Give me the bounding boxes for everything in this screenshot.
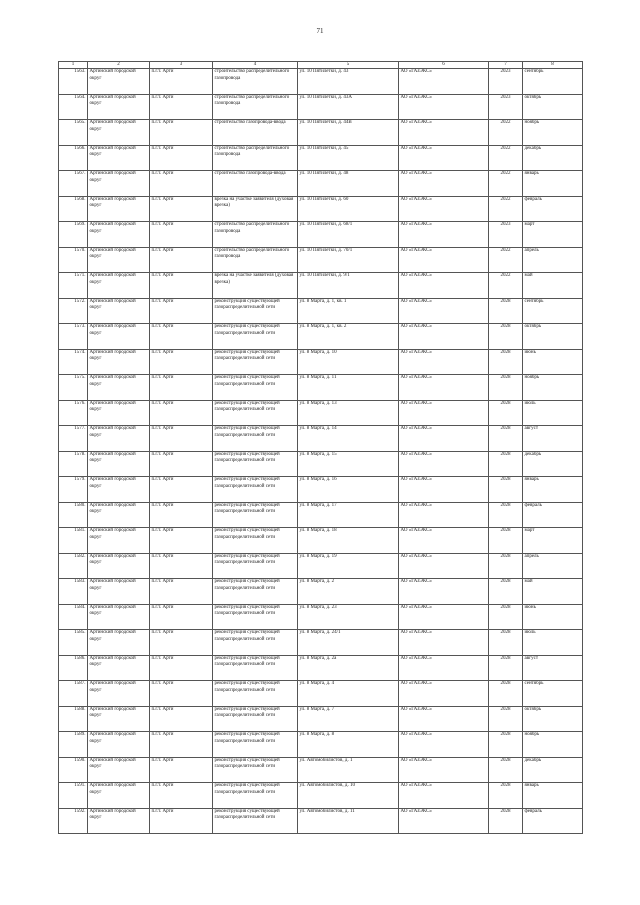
table-row bbox=[59, 349, 583, 375]
address-cell: ул. 8 Марта, д. 10 bbox=[298, 349, 399, 375]
work-type-cell: реконструкция существующей газораспределительной сети bbox=[213, 349, 298, 375]
table-row bbox=[59, 426, 583, 452]
table-row bbox=[59, 375, 583, 401]
month-cell: ноябрь bbox=[523, 120, 583, 146]
table-row bbox=[59, 808, 583, 834]
settlement-cell: п.г.т. Арти bbox=[150, 451, 213, 477]
row-number-cell: 1567. bbox=[59, 171, 88, 197]
month-cell: май bbox=[523, 273, 583, 299]
settlement-cell: п.г.т. Арти bbox=[150, 375, 213, 401]
column-header: 4 bbox=[213, 62, 298, 69]
address-cell: ул. 10 Пятилетки, д. 60 bbox=[298, 196, 399, 222]
page-number: 71 bbox=[316, 27, 324, 35]
address-cell: ул. 8 Марта, д. 4 bbox=[298, 681, 399, 707]
row-number-cell: 1565. bbox=[59, 120, 88, 146]
month-cell: март bbox=[523, 528, 583, 554]
district-cell: Артинский городской округ bbox=[88, 732, 150, 758]
work-type-cell: реконструкция существующей газораспределительной сети bbox=[213, 655, 298, 681]
address-cell: ул. Автомобилистов, д. 11 bbox=[298, 808, 399, 834]
work-type-cell: реконструкция существующей газораспределительной сети bbox=[213, 732, 298, 758]
table-row bbox=[59, 502, 583, 528]
month-cell: октябрь bbox=[523, 706, 583, 732]
district-cell: Артинский городской округ bbox=[88, 477, 150, 503]
row-number-cell: 1592. bbox=[59, 808, 88, 834]
month-cell: сентябрь bbox=[523, 69, 583, 95]
month-cell: ноябрь bbox=[523, 375, 583, 401]
district-cell: Артинский городской округ bbox=[88, 400, 150, 426]
organization-cell: АО «ГАЗЭКС» bbox=[399, 273, 489, 299]
month-cell: декабрь bbox=[523, 451, 583, 477]
address-cell: ул. 8 Марта, д. 8 bbox=[298, 732, 399, 758]
work-type-cell: реконструкция существующей газораспределительной сети bbox=[213, 630, 298, 656]
district-cell: Артинский городской округ bbox=[88, 247, 150, 273]
month-cell: февраль bbox=[523, 196, 583, 222]
month-cell: июль bbox=[523, 400, 583, 426]
month-cell: октябрь bbox=[523, 324, 583, 350]
month-cell: ноябрь bbox=[523, 732, 583, 758]
district-cell: Артинский городской округ bbox=[88, 273, 150, 299]
settlement-cell: п.г.т. Арти bbox=[150, 732, 213, 758]
district-cell: Артинский городской округ bbox=[88, 451, 150, 477]
table-row bbox=[59, 630, 583, 656]
settlement-cell: п.г.т. Арти bbox=[150, 757, 213, 783]
settlement-cell: п.г.т. Арти bbox=[150, 655, 213, 681]
address-cell: ул. 8 Марта, д. 18 bbox=[298, 528, 399, 554]
month-cell: сентябрь bbox=[523, 681, 583, 707]
work-type-cell: реконструкция существующей газораспределительной сети bbox=[213, 604, 298, 630]
year-cell: 2022 bbox=[489, 145, 523, 171]
year-cell: 2028 bbox=[489, 528, 523, 554]
work-type-cell: реконструкция существующей газораспределительной сети bbox=[213, 502, 298, 528]
year-cell: 2022 bbox=[489, 120, 523, 146]
organization-cell: АО «ГАЗЭКС» bbox=[399, 247, 489, 273]
month-cell: август bbox=[523, 655, 583, 681]
year-cell: 2028 bbox=[489, 732, 523, 758]
year-cell: 2022 bbox=[489, 171, 523, 197]
year-cell: 2028 bbox=[489, 426, 523, 452]
organization-cell: АО «ГАЗЭКС» bbox=[399, 706, 489, 732]
work-type-cell: реконструкция существующей газораспределительной сети bbox=[213, 528, 298, 554]
month-cell: февраль bbox=[523, 808, 583, 834]
district-cell: Артинский городской округ bbox=[88, 630, 150, 656]
district-cell: Артинский городской округ bbox=[88, 502, 150, 528]
district-cell: Артинский городской округ bbox=[88, 196, 150, 222]
row-number-cell: 1576. bbox=[59, 400, 88, 426]
settlement-cell: п.г.т. Арти bbox=[150, 145, 213, 171]
organization-cell: АО «ГАЗЭКС» bbox=[399, 298, 489, 324]
row-number-cell: 1590. bbox=[59, 757, 88, 783]
organization-cell: АО «ГАЗЭКС» bbox=[399, 451, 489, 477]
row-number-cell: 1589. bbox=[59, 732, 88, 758]
district-cell: Артинский городской округ bbox=[88, 69, 150, 95]
column-header: 3 bbox=[150, 62, 213, 69]
column-header: 5 bbox=[298, 62, 399, 69]
organization-cell: АО «ГАЗЭКС» bbox=[399, 757, 489, 783]
row-number-cell: 1586. bbox=[59, 655, 88, 681]
row-number-cell: 1582. bbox=[59, 553, 88, 579]
row-number-cell: 1575. bbox=[59, 375, 88, 401]
year-cell: 2028 bbox=[489, 553, 523, 579]
organization-cell: АО «ГАЗЭКС» bbox=[399, 579, 489, 605]
work-type-cell: реконструкция существующей газораспределительной сети bbox=[213, 553, 298, 579]
organization-cell: АО «ГАЗЭКС» bbox=[399, 477, 489, 503]
district-cell: Артинский городской округ bbox=[88, 528, 150, 554]
address-cell: ул. 8 Марта, д. 16 bbox=[298, 477, 399, 503]
year-cell: 2028 bbox=[489, 706, 523, 732]
work-type-cell: врезка на участке заявителя (духовая врезка) bbox=[213, 196, 298, 222]
organization-cell: АО «ГАЗЭКС» bbox=[399, 222, 489, 248]
organization-cell: АО «ГАЗЭКС» bbox=[399, 528, 489, 554]
month-cell: сентябрь bbox=[523, 298, 583, 324]
month-cell: август bbox=[523, 426, 583, 452]
column-header: 8 bbox=[523, 62, 583, 69]
district-cell: Артинский городской округ bbox=[88, 757, 150, 783]
organization-cell: АО «ГАЗЭКС» bbox=[399, 69, 489, 95]
month-cell: январь bbox=[523, 783, 583, 809]
organization-cell: АО «ГАЗЭКС» bbox=[399, 375, 489, 401]
table-row bbox=[59, 604, 583, 630]
work-type-cell: реконструкция существующей газораспределительной сети bbox=[213, 400, 298, 426]
work-type-cell: реконструкция существующей газораспределительной сети bbox=[213, 375, 298, 401]
row-number-cell: 1585. bbox=[59, 630, 88, 656]
district-cell: Артинский городской округ bbox=[88, 706, 150, 732]
row-number-cell: 1574. bbox=[59, 349, 88, 375]
district-cell: Артинский городской округ bbox=[88, 349, 150, 375]
table-row bbox=[59, 400, 583, 426]
work-type-cell: реконструкция существующей газораспределительной сети bbox=[213, 808, 298, 834]
settlement-cell: п.г.т. Арти bbox=[150, 528, 213, 554]
table-row bbox=[59, 324, 583, 350]
address-cell: ул. 10 Пятилетки, д. 45 bbox=[298, 145, 399, 171]
table-row bbox=[59, 273, 583, 299]
address-cell: ул. 8 Марта, д. 15 bbox=[298, 451, 399, 477]
district-cell: Артинский городской округ bbox=[88, 604, 150, 630]
settlement-cell: п.г.т. Арти bbox=[150, 426, 213, 452]
work-type-cell: строительство распределительного газопровода bbox=[213, 94, 298, 120]
settlement-cell: п.г.т. Арти bbox=[150, 69, 213, 95]
year-cell: 2028 bbox=[489, 783, 523, 809]
address-cell: ул. 10 Пятилетки, д. 43 bbox=[298, 69, 399, 95]
work-type-cell: строительство распределительного газопровода bbox=[213, 69, 298, 95]
table-row bbox=[59, 706, 583, 732]
organization-cell: АО «ГАЗЭКС» bbox=[399, 196, 489, 222]
column-header: 2 bbox=[88, 62, 150, 69]
settlement-cell: п.г.т. Арти bbox=[150, 706, 213, 732]
address-cell: ул. 8 Марта, д. 1, кв. 1 bbox=[298, 298, 399, 324]
year-cell: 2028 bbox=[489, 630, 523, 656]
work-type-cell: строительство распределительного газопровода bbox=[213, 247, 298, 273]
table-row bbox=[59, 298, 583, 324]
year-cell: 2028 bbox=[489, 400, 523, 426]
address-cell: ул. 8 Марта, д. 23 bbox=[298, 604, 399, 630]
row-number-cell: 1569. bbox=[59, 222, 88, 248]
row-number-cell: 1568. bbox=[59, 196, 88, 222]
organization-cell: АО «ГАЗЭКС» bbox=[399, 681, 489, 707]
table-row bbox=[59, 120, 583, 146]
year-cell: 2022 bbox=[489, 247, 523, 273]
district-cell: Артинский городской округ bbox=[88, 171, 150, 197]
month-cell: декабрь bbox=[523, 145, 583, 171]
address-cell: ул. 10 Пятилетки, д. 9/1 bbox=[298, 273, 399, 299]
table-row bbox=[59, 579, 583, 605]
organization-cell: АО «ГАЗЭКС» bbox=[399, 120, 489, 146]
organization-cell: АО «ГАЗЭКС» bbox=[399, 732, 489, 758]
month-cell: январь bbox=[523, 477, 583, 503]
organization-cell: АО «ГАЗЭКС» bbox=[399, 171, 489, 197]
settlement-cell: п.г.т. Арти bbox=[150, 324, 213, 350]
address-cell: ул. 10 Пятилетки, д. 68/1 bbox=[298, 222, 399, 248]
table-row bbox=[59, 528, 583, 554]
district-cell: Артинский городской округ bbox=[88, 145, 150, 171]
work-type-cell: строительство распределительного газопровода bbox=[213, 222, 298, 248]
row-number-cell: 1591. bbox=[59, 783, 88, 809]
work-type-cell: врезка на участке заявителя (духовая врезка) bbox=[213, 273, 298, 299]
district-cell: Артинский городской округ bbox=[88, 94, 150, 120]
year-cell: 2028 bbox=[489, 579, 523, 605]
month-cell: март bbox=[523, 222, 583, 248]
organization-cell: АО «ГАЗЭКС» bbox=[399, 630, 489, 656]
address-cell: ул. 10 Пятилетки, д. 43А bbox=[298, 94, 399, 120]
year-cell: 2022 bbox=[489, 273, 523, 299]
row-number-cell: 1564. bbox=[59, 94, 88, 120]
district-cell: Артинский городской округ bbox=[88, 655, 150, 681]
settlement-cell: п.г.т. Арти bbox=[150, 171, 213, 197]
organization-cell: АО «ГАЗЭКС» bbox=[399, 655, 489, 681]
gasification-schedule-table bbox=[58, 61, 583, 834]
district-cell: Артинский городской округ bbox=[88, 579, 150, 605]
address-cell: ул. Автомобилистов, д. 10 bbox=[298, 783, 399, 809]
row-number-cell: 1588. bbox=[59, 706, 88, 732]
organization-cell: АО «ГАЗЭКС» bbox=[399, 349, 489, 375]
year-cell: 2028 bbox=[489, 375, 523, 401]
year-cell: 2028 bbox=[489, 324, 523, 350]
month-cell: январь bbox=[523, 171, 583, 197]
month-cell: июнь bbox=[523, 604, 583, 630]
year-cell: 2028 bbox=[489, 451, 523, 477]
work-type-cell: реконструкция существующей газораспределительной сети bbox=[213, 324, 298, 350]
column-header: 6 bbox=[399, 62, 489, 69]
row-number-cell: 1573. bbox=[59, 324, 88, 350]
district-cell: Артинский городской округ bbox=[88, 808, 150, 834]
settlement-cell: п.г.т. Арти bbox=[150, 681, 213, 707]
district-cell: Артинский городской округ bbox=[88, 553, 150, 579]
work-type-cell: реконструкция существующей газораспределительной сети bbox=[213, 681, 298, 707]
district-cell: Артинский городской округ bbox=[88, 120, 150, 146]
address-cell: ул. 8 Марта, д. 11 bbox=[298, 375, 399, 401]
column-header: 1 bbox=[59, 62, 88, 69]
address-cell: ул. 10 Пятилетки, д. 70/1 bbox=[298, 247, 399, 273]
settlement-cell: п.г.т. Арти bbox=[150, 94, 213, 120]
settlement-cell: п.г.т. Арти bbox=[150, 808, 213, 834]
month-cell: май bbox=[523, 579, 583, 605]
settlement-cell: п.г.т. Арти bbox=[150, 579, 213, 605]
row-number-cell: 1579. bbox=[59, 477, 88, 503]
settlement-cell: п.г.т. Арти bbox=[150, 273, 213, 299]
row-number-cell: 1580. bbox=[59, 502, 88, 528]
settlement-cell: п.г.т. Арти bbox=[150, 604, 213, 630]
address-cell: ул. 8 Марта, д. 14 bbox=[298, 426, 399, 452]
district-cell: Артинский городской округ bbox=[88, 222, 150, 248]
year-cell: 2028 bbox=[489, 349, 523, 375]
settlement-cell: п.г.т. Арти bbox=[150, 553, 213, 579]
table-row bbox=[59, 451, 583, 477]
district-cell: Артинский городской округ bbox=[88, 298, 150, 324]
table-row bbox=[59, 553, 583, 579]
address-cell: ул. 8 Марта, д. 13 bbox=[298, 400, 399, 426]
settlement-cell: п.г.т. Арти bbox=[150, 630, 213, 656]
month-cell: июнь bbox=[523, 349, 583, 375]
row-number-cell: 1583. bbox=[59, 579, 88, 605]
year-cell: 2028 bbox=[489, 681, 523, 707]
address-cell: ул. 10 Пятилетки, д. 48 bbox=[298, 171, 399, 197]
district-cell: Артинский городской округ bbox=[88, 783, 150, 809]
year-cell: 2023 bbox=[489, 222, 523, 248]
row-number-cell: 1578. bbox=[59, 451, 88, 477]
organization-cell: АО «ГАЗЭКС» bbox=[399, 808, 489, 834]
address-cell: ул. 8 Марта, д. 19 bbox=[298, 553, 399, 579]
table-row bbox=[59, 145, 583, 171]
year-cell: 2028 bbox=[489, 502, 523, 528]
organization-cell: АО «ГАЗЭКС» bbox=[399, 604, 489, 630]
year-cell: 2023 bbox=[489, 69, 523, 95]
district-cell: Артинский городской округ bbox=[88, 681, 150, 707]
settlement-cell: п.г.т. Арти bbox=[150, 477, 213, 503]
organization-cell: АО «ГАЗЭКС» bbox=[399, 502, 489, 528]
settlement-cell: п.г.т. Арти bbox=[150, 349, 213, 375]
organization-cell: АО «ГАЗЭКС» bbox=[399, 783, 489, 809]
organization-cell: АО «ГАЗЭКС» bbox=[399, 400, 489, 426]
table-row bbox=[59, 222, 583, 248]
table-row bbox=[59, 681, 583, 707]
column-number-row bbox=[59, 62, 583, 69]
work-type-cell: реконструкция существующей газораспределительной сети bbox=[213, 298, 298, 324]
table-row bbox=[59, 69, 583, 95]
month-cell: апрель bbox=[523, 553, 583, 579]
table-row bbox=[59, 171, 583, 197]
settlement-cell: п.г.т. Арти bbox=[150, 247, 213, 273]
row-number-cell: 1566. bbox=[59, 145, 88, 171]
work-type-cell: строительство газопровода-ввода bbox=[213, 120, 298, 146]
table-row bbox=[59, 732, 583, 758]
table-row bbox=[59, 247, 583, 273]
address-cell: ул. 10 Пятилетки, д. 44В bbox=[298, 120, 399, 146]
work-type-cell: реконструкция существующей газораспределительной сети bbox=[213, 783, 298, 809]
year-cell: 2022 bbox=[489, 196, 523, 222]
year-cell: 2028 bbox=[489, 477, 523, 503]
table-row bbox=[59, 94, 583, 120]
address-cell: ул. 8 Марта, д. 24/1 bbox=[298, 630, 399, 656]
settlement-cell: п.г.т. Арти bbox=[150, 120, 213, 146]
settlement-cell: п.г.т. Арти bbox=[150, 298, 213, 324]
work-type-cell: реконструкция существующей газораспределительной сети bbox=[213, 426, 298, 452]
row-number-cell: 1581. bbox=[59, 528, 88, 554]
year-cell: 2028 bbox=[489, 655, 523, 681]
district-cell: Артинский городской округ bbox=[88, 426, 150, 452]
row-number-cell: 1587. bbox=[59, 681, 88, 707]
organization-cell: АО «ГАЗЭКС» bbox=[399, 324, 489, 350]
year-cell: 2028 bbox=[489, 298, 523, 324]
table-row bbox=[59, 757, 583, 783]
row-number-cell: 1570. bbox=[59, 247, 88, 273]
work-type-cell: строительство распределительного газопровода bbox=[213, 145, 298, 171]
row-number-cell: 1571. bbox=[59, 273, 88, 299]
work-type-cell: реконструкция существующей газораспределительной сети bbox=[213, 579, 298, 605]
organization-cell: АО «ГАЗЭКС» bbox=[399, 145, 489, 171]
settlement-cell: п.г.т. Арти bbox=[150, 222, 213, 248]
row-number-cell: 1577. bbox=[59, 426, 88, 452]
district-cell: Артинский городской округ bbox=[88, 324, 150, 350]
month-cell: апрель bbox=[523, 247, 583, 273]
table-row bbox=[59, 477, 583, 503]
settlement-cell: п.г.т. Арти bbox=[150, 196, 213, 222]
address-cell: ул. 8 Марта, д. 2 bbox=[298, 579, 399, 605]
year-cell: 2028 bbox=[489, 757, 523, 783]
row-number-cell: 1572. bbox=[59, 298, 88, 324]
address-cell: ул. 8 Марта, д. 2а bbox=[298, 655, 399, 681]
settlement-cell: п.г.т. Арти bbox=[150, 502, 213, 528]
table-row bbox=[59, 783, 583, 809]
month-cell: октябрь bbox=[523, 94, 583, 120]
address-cell: ул. 8 Марта, д. 7 bbox=[298, 706, 399, 732]
district-cell: Артинский городской округ bbox=[88, 375, 150, 401]
row-number-cell: 1563. bbox=[59, 69, 88, 95]
organization-cell: АО «ГАЗЭКС» bbox=[399, 426, 489, 452]
year-cell: 2028 bbox=[489, 808, 523, 834]
work-type-cell: строительство газопровода-ввода bbox=[213, 171, 298, 197]
work-type-cell: реконструкция существующей газораспределительной сети bbox=[213, 757, 298, 783]
month-cell: февраль bbox=[523, 502, 583, 528]
settlement-cell: п.г.т. Арти bbox=[150, 783, 213, 809]
organization-cell: АО «ГАЗЭКС» bbox=[399, 553, 489, 579]
organization-cell: АО «ГАЗЭКС» bbox=[399, 94, 489, 120]
month-cell: июль bbox=[523, 630, 583, 656]
address-cell: ул. 8 Марта, д. 17 bbox=[298, 502, 399, 528]
work-type-cell: реконструкция существующей газораспределительной сети bbox=[213, 706, 298, 732]
table-row bbox=[59, 196, 583, 222]
work-type-cell: реконструкция существующей газораспределительной сети bbox=[213, 477, 298, 503]
table-row bbox=[59, 655, 583, 681]
work-type-cell: реконструкция существующей газораспределительной сети bbox=[213, 451, 298, 477]
settlement-cell: п.г.т. Арти bbox=[150, 400, 213, 426]
row-number-cell: 1584. bbox=[59, 604, 88, 630]
column-header: 7 bbox=[489, 62, 523, 69]
address-cell: ул. Автомобилистов, д. 1 bbox=[298, 757, 399, 783]
year-cell: 2028 bbox=[489, 604, 523, 630]
month-cell: декабрь bbox=[523, 757, 583, 783]
address-cell: ул. 8 Марта, д. 1, кв. 2 bbox=[298, 324, 399, 350]
year-cell: 2023 bbox=[489, 94, 523, 120]
